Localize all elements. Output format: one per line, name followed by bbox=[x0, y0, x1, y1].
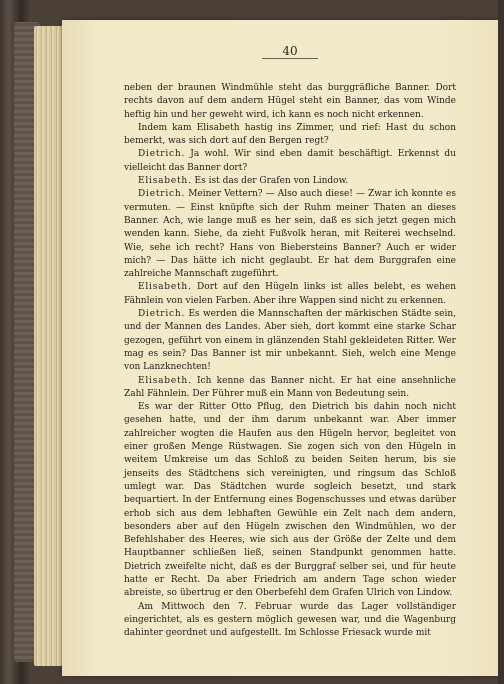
speaker-name: Dietrich. bbox=[138, 149, 186, 160]
speech-text: Dort auf den Hügeln links ist alles belebt, es wehen Fähnlein von vielen Farben. Aber ihre Wappen sind nicht zu erkennen. bbox=[124, 282, 456, 306]
speech-paragraph bbox=[124, 188, 456, 281]
paragraph bbox=[124, 82, 456, 122]
paragraph-text: Indem kam Elisabeth hastig ins Zimmer, und rief: Hast du schon bemerkt, was sich dort auf den Bergen regt? bbox=[124, 122, 456, 147]
paragraph bbox=[124, 401, 456, 600]
paragraph-text: Am Mittwoch den 7. Februar wurde das Lager vollständiger eingerichtet, als es gestern möglich gewesen war, und die Wagenburg dahinter geordnet und aufgestellt. Im Schlosse Friesack wurde mit bbox=[124, 601, 456, 639]
speaker-name: Dietrich. bbox=[138, 189, 186, 200]
paragraph-text: neben der braunen Windmühle steht das burggräfliche Banner. Dort rechts davon auf dem andern Hügel steht ein Banner, das vom Winde heftig hin und her geweht wird, ich kann es noch nicht erkennen. bbox=[124, 83, 456, 120]
speech-paragraph bbox=[124, 175, 456, 188]
speech-text: Es ist das der Grafen von Lindow. bbox=[191, 176, 349, 187]
speech-text: Meiner Vettern? — Also auch diese! — Zwar ich konnte es vermuten. — Einst knüpfte sich der Ruhm meiner Thaten an dieses Banner. Ach, wie lange muß es her sein, daß es sich jetzt gegen mich wenden kann. Siehe, da zieht Fußvolk heran, mit Reiterei wechselnd. Wie, sehe ich recht? Hans von Biebersteins Banner? Auch er wider mich? — Das hätte ich nicht geglaubt. Er hat dem Burggrafen eine zahlreiche Mannschaft zugeführt. bbox=[124, 189, 456, 280]
speech-paragraph bbox=[124, 375, 456, 402]
page-number-rule bbox=[262, 58, 318, 59]
speech-text: Es werden die Mannschaften der märkischen Städte sein, und der Mannen des Landes. Aber sieh, dort kommt eine starke Schar gezogen, geführt von einem in glänzenden Stahl gekleideten Ritter. Wer mag es sein? Das Banner ist mir unbekannt. Sieh, welch eine Menge von Lanzknechten! bbox=[124, 309, 456, 373]
paragraph bbox=[124, 601, 456, 641]
body-text bbox=[124, 82, 456, 640]
speech-paragraph bbox=[124, 148, 456, 175]
speaker-name: Dietrich. bbox=[138, 309, 186, 320]
speaker-name: Elisabeth. bbox=[138, 282, 192, 293]
page-number: 40 bbox=[282, 44, 298, 58]
paragraph-text: Es war der Ritter Otto Pflug, den Dietrich bis dahin noch nicht gesehen hatte, und der ihm darum unbekannt war. Aber immer zahlreicher wogten die Haufen aus den Hügeln hervor, begleitet von einer großen Menge Rüstwagen. Sie zogen sich von den Hügeln in weitem Umkreise um das Schloß zu beiden Seiten herum, bis sie jenseits des Städtchens sich vereinigten, und ringsum das Schloß umlegt war. Das Städtchen wurde sogleich besetzt, und stark bequartiert. In der Entfernung eines Bogenschusses und etwas darüber erhob sich aus dem lebhaften Gewühle ein Zelt nach dem andern, besonders aber auf den Hügeln zwischen den Windmühlen, wo der Befehlshaber des Heeres, wie sich aus der Größe der Zelte und dem Hauptbanner schließen ließ, seinen Standpunkt genommen hatte. Dietrich zweifelte nicht, daß es der Burggraf selber sei, und für heute hatte er Recht. Da aber Friedrich am andern Tage schon wieder abreiste, so übertrug er den Oberbefehl dem Grafen Ulrich von Lindow. bbox=[124, 402, 456, 599]
speech-text: Ich kenne das Banner nicht. Er hat eine ansehnliche Zahl Fähnlein. Der Führer muß ein Mann von Bedeutung sein. bbox=[124, 375, 456, 399]
paragraph bbox=[124, 122, 456, 149]
speech-paragraph bbox=[124, 308, 456, 374]
speaker-name: Elisabeth. bbox=[138, 176, 192, 187]
speech-text: Ja wohl. Wir sind eben damit beschäftigt. Erkennst du vielleicht das Banner dort? bbox=[124, 149, 456, 173]
speaker-name: Elisabeth. bbox=[138, 375, 192, 386]
speech-paragraph bbox=[124, 281, 456, 308]
page-right-shadow bbox=[498, 0, 504, 684]
